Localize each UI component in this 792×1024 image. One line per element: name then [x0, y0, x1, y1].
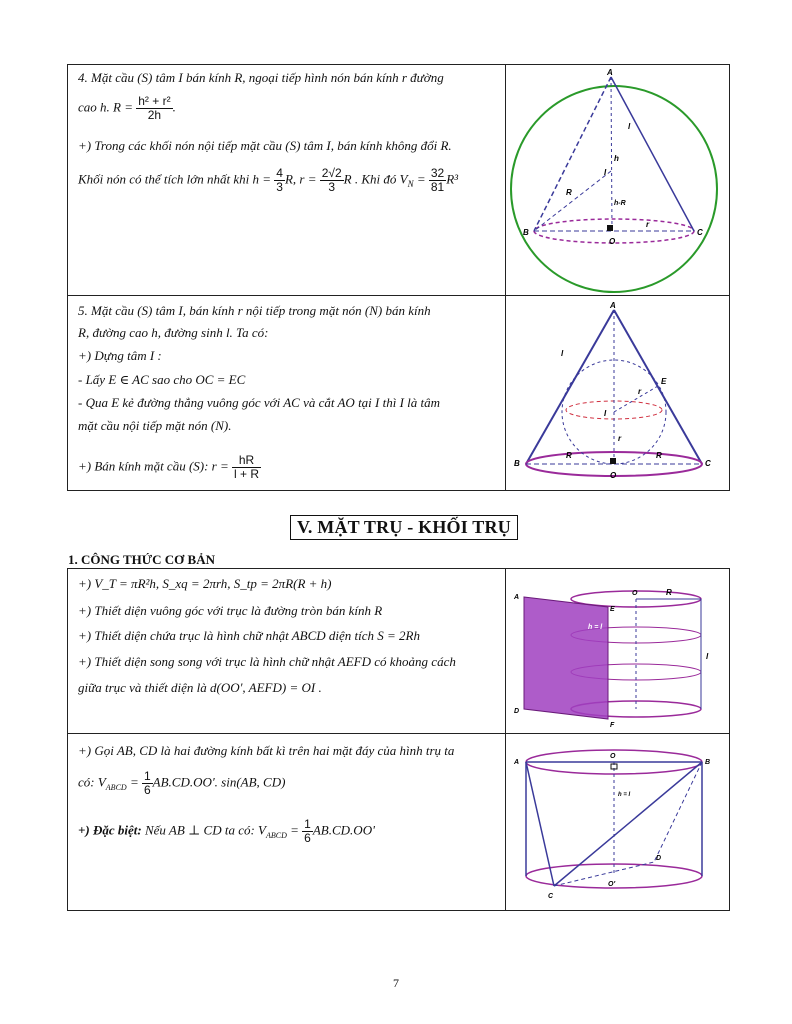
section-heading: V. MẶT TRỤ - KHỐI TRỤ	[290, 515, 518, 540]
item5-line5: - Qua E kẻ đường thẳng vuông góc với AC và cắt AO tại I thì I là tâm	[78, 395, 441, 410]
cone-axis	[611, 77, 612, 231]
cyl2-l3c: AB.CD.OO'	[312, 822, 375, 838]
radius-line	[534, 171, 611, 231]
fig-label: F	[610, 722, 615, 729]
item4-l4c: R . Khi đó V	[343, 171, 408, 187]
fig-label: r	[646, 220, 650, 229]
fig-label: r	[638, 387, 642, 396]
cyl2-special-label: +) Đặc biệt:	[78, 822, 142, 838]
fig-label: R	[656, 451, 662, 460]
fig-label: h = l	[618, 792, 631, 798]
right-angle-mark	[607, 225, 613, 231]
cone-slant-left	[534, 77, 611, 231]
fig-label: h-R	[614, 200, 626, 207]
frac-num: 1	[143, 769, 151, 783]
frac-num: hR	[232, 454, 261, 468]
frac-num: 32	[430, 166, 445, 180]
frac-den: 6	[304, 831, 311, 845]
cyl1-line1: +) V_T = πR²h, S_xq = 2πrh, S_tp = 2πR(R + h)	[78, 576, 332, 591]
item5-line4: - Lấy E ∈ AC sao cho OC = EC	[78, 372, 246, 387]
item4-l2b: .	[172, 99, 176, 115]
fig-label: E	[661, 377, 667, 386]
frac-den: 2h	[147, 108, 162, 122]
h-fraction	[274, 167, 285, 194]
cyl1-line3: +) Thiết diện chứa trục là hình chữ nhật ABCD diện tích S = 2Rh	[78, 628, 420, 643]
table-row-item4	[67, 64, 730, 296]
item4-sub: N	[407, 179, 414, 190]
cone-slant-right	[611, 77, 694, 231]
cyl2-sub: ABCD	[105, 783, 127, 793]
fig-label: O	[610, 471, 617, 480]
fig-label: I	[604, 168, 607, 177]
fig-label: D	[514, 708, 520, 715]
fig-label: E	[610, 606, 615, 613]
cyl1-line2: +) Thiết diện vuông góc với trục là đường tròn bán kính R	[78, 603, 383, 618]
fig-label: R	[566, 451, 572, 460]
item5-line6: mặt cầu nội tiếp mặt nón (N).	[78, 418, 232, 433]
fig-label: I	[604, 409, 607, 418]
frac-den: 6	[143, 783, 151, 797]
table-row-item5	[67, 295, 730, 491]
table-row-cylinder-volume	[67, 733, 730, 911]
cylinder-tetra-figure	[506, 734, 729, 910]
frac-den: 3	[328, 180, 336, 194]
section-rectangle	[524, 597, 608, 719]
item4-R-fraction	[136, 95, 172, 122]
fig-label: A	[514, 594, 520, 601]
fig-label: O	[610, 753, 616, 760]
fig-label: O	[609, 237, 616, 246]
fig-label: l	[706, 652, 709, 661]
cyl2-sub: ABCD	[266, 831, 287, 841]
fig-label: C	[548, 893, 554, 900]
item4-l2a: cao h. R =	[78, 99, 133, 115]
sixth-fraction	[302, 818, 313, 845]
inscribed-sphere-figure	[506, 296, 729, 490]
item4-l4a: Khối nón có thể tích lớn nhất khi h =	[78, 171, 271, 187]
edge-AC	[526, 762, 554, 886]
fig-label: R	[666, 588, 672, 597]
cyl1-line5: giữa trục và thiết diện là d(OO', AEFD) = OI .	[78, 680, 322, 695]
sphere-equator	[566, 401, 662, 419]
v-fraction	[429, 167, 446, 194]
sphere-circle	[511, 86, 717, 292]
item4-line1: 4. Mặt cầu (S) tâm I bán kính R, ngoại tiếp hình nón bán kính r đường	[78, 70, 444, 85]
fig-label: C	[705, 459, 711, 468]
item5-l7a: +) Bán kính mặt cầu (S): r =	[78, 458, 229, 474]
item4-line3: +) Trong các khối nón nội tiếp mặt cầu (S) tâm I, bán kính không đổi R.	[78, 138, 452, 153]
edge-BD	[654, 762, 702, 862]
item5-line1: 5. Mặt cầu (S) tâm I, bán kính r nội tiếp trong mặt nón (N) bán kính	[78, 303, 431, 318]
fig-label: r	[618, 434, 622, 443]
fig-label: h	[614, 154, 619, 163]
fig-label: h = l	[588, 624, 603, 631]
fig-label: A	[610, 301, 616, 310]
right-angle-mark	[610, 458, 616, 464]
cylinder-section-figure	[506, 569, 729, 733]
item4-line2	[78, 95, 176, 122]
frac-num: 1	[304, 817, 311, 831]
cyl2-l3a: Nếu AB ⊥ CD ta có: V	[141, 822, 266, 838]
cyl2-line1: +) Gọi AB, CD là hai đường kính bất kì trên hai mặt đáy của hình trụ ta	[78, 743, 455, 758]
cyl2-l2c: AB.CD.OO'. sin(AB, CD)	[152, 774, 286, 790]
cyl2-l3b: =	[286, 822, 299, 838]
fig-label: l	[628, 122, 631, 131]
item5-line7	[78, 454, 261, 481]
cyl2-line2	[78, 770, 285, 797]
fig-label: B	[514, 459, 520, 468]
item5-line3: +) Dựng tâm I :	[78, 348, 162, 363]
cyl2-l2a: có: V	[78, 774, 106, 790]
fig-label: A	[514, 759, 520, 766]
sixth-fraction	[142, 770, 153, 797]
frac-den: l + R	[234, 467, 260, 481]
cone-slant-right	[614, 310, 702, 464]
sphere-cone-figure	[506, 65, 729, 295]
r-fraction	[320, 167, 344, 194]
fig-label: O	[632, 590, 638, 597]
fig-label: C	[697, 228, 703, 237]
frac-den: 3	[276, 180, 283, 194]
cyl2-line3	[78, 818, 375, 845]
section-subheading: 1. CÔNG THỨC CƠ BẢN	[68, 552, 215, 567]
item4-l4e: R³	[446, 171, 459, 187]
radius-to-E	[614, 386, 658, 412]
radius-fraction	[232, 454, 261, 481]
fig-label: B	[705, 759, 711, 766]
fig-label: D	[656, 855, 662, 862]
frac-num: 4	[276, 166, 283, 180]
item4-l4d: =	[413, 171, 426, 187]
page-number: 7	[393, 976, 399, 990]
frac-num: h² + r²	[138, 94, 171, 108]
cone-slant-left	[526, 310, 614, 464]
frac-num: 2√2	[321, 166, 342, 180]
fig-label: O'	[608, 881, 616, 888]
item4-l4b: R, r =	[284, 171, 317, 187]
cyl1-line4: +) Thiết diện song song với trục là hình chữ nhật AEFD có khoảng cách	[78, 654, 456, 669]
item5-line2: R, đường cao h, đường sinh l. Ta có:	[78, 325, 269, 340]
fig-label: l	[561, 349, 564, 358]
fig-label: B	[523, 228, 529, 237]
cyl2-l2b: =	[126, 774, 139, 790]
table-row-cylinder-basic	[67, 568, 730, 734]
frac-den: 81	[430, 180, 445, 194]
item4-line4	[78, 167, 458, 194]
fig-label: R	[566, 188, 572, 197]
fig-label: A	[607, 68, 613, 77]
